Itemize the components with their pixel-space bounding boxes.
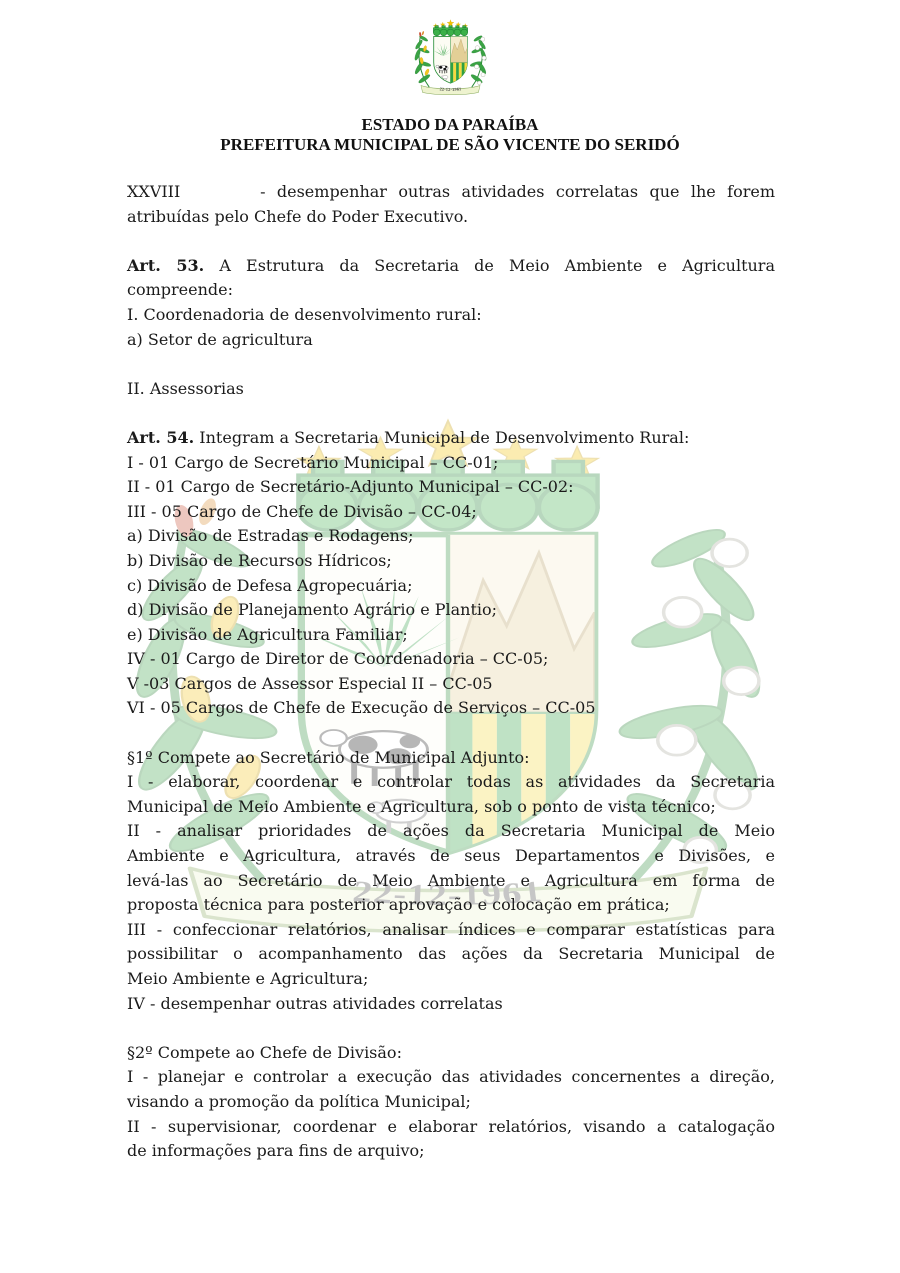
paragraph: [127, 328, 775, 353]
paragraph: [127, 549, 775, 574]
paragraph: [127, 574, 775, 599]
paragraph: [127, 918, 775, 992]
text-line: Art. 53. A Estrutura da Secretaria de Meio Ambiente e Agricultura: [127, 255, 775, 275]
text-line: compreende:: [127, 280, 233, 300]
paragraph: [127, 377, 775, 402]
text-line: c) Divisão de Defesa Agropecuária;: [127, 575, 413, 595]
text-line: §2º Compete ao Chefe de Divisão:: [127, 1042, 402, 1062]
paragraph: [127, 1065, 775, 1114]
text-line: d) Divisão de Planejamento Agrário e Plantio;: [127, 600, 498, 620]
text-line: a) Setor de agricultura: [127, 329, 313, 349]
text-line: VI - 05 Cargos de Chefe de Execução de Serviços – CC-05: [127, 698, 596, 718]
header-state-title: ESTADO DA PARAÍBA: [361, 115, 539, 134]
text-line: III - 05 Cargo de Chefe de Divisão – CC-04;: [127, 501, 477, 521]
paragraph: [127, 623, 775, 648]
paragraph: [127, 1041, 775, 1066]
text-line: XXVIII - desempenhar outras atividades correlatas que lhe forem: [127, 182, 775, 201]
text-line: atribuídas pelo Chefe do Poder Executivo.: [127, 206, 469, 226]
text-line: §1º Compete ao Secretário de Municipal Adjunto:: [127, 747, 530, 767]
paragraph: [127, 426, 775, 451]
text-line: II - 01 Cargo de Secretário-Adjunto Municipal – CC-02:: [127, 477, 574, 497]
paragraph: [127, 524, 775, 549]
text-line: possibilitar o acompanhamento das ações da Secretaria Municipal de: [127, 944, 775, 964]
text-line: Ambiente e Agricultura, através de seus Departamentos e Divisões, e: [127, 846, 775, 866]
text-line: b) Divisão de Recursos Hídricos;: [127, 550, 392, 570]
paragraph: [127, 819, 775, 917]
text-line: Art. 54. Integram a Secretaria Municipal de Desenvolvimento Rural:: [127, 427, 690, 447]
article-number: Art. 54.: [127, 427, 195, 447]
paragraph: [127, 500, 775, 525]
document-body: [127, 180, 775, 1164]
text-line: de informações para fins de arquivo;: [127, 1141, 425, 1161]
text-line: IV - desempenhar outras atividades correlatas: [127, 993, 503, 1013]
text-line: visando a promoção da política Municipal;: [127, 1091, 471, 1111]
text-line: e) Divisão de Agricultura Familiar;: [127, 624, 408, 644]
text-line: I - planejar e controlar a execução das atividades concernentes a direção,: [127, 1067, 775, 1087]
letterhead: [0, 17, 900, 155]
paragraph: [127, 598, 775, 623]
paragraph: [127, 746, 775, 771]
text-line: II - analisar prioridades de ações da Secretaria Municipal de Meio: [127, 821, 775, 841]
paragraph: [127, 475, 775, 500]
article-number: Art. 53.: [127, 255, 205, 275]
paragraph: [127, 254, 775, 303]
paragraph: [127, 992, 775, 1017]
paragraph: [127, 303, 775, 328]
text-line: proposta técnica para posterior aprovação e colocação em prática;: [127, 895, 670, 915]
text-line: I. Coordenadoria de desenvolvimento rural:: [127, 304, 482, 324]
paragraph: [127, 696, 775, 721]
text-line: Municipal de Meio Ambiente e Agricultura, sob o ponto de vista técnico;: [127, 796, 716, 816]
paragraph: [127, 451, 775, 476]
paragraph: [127, 647, 775, 672]
text-line: levá-las ao Secretário de Meio Ambiente e Agricultura em forma de: [127, 870, 775, 890]
text-line: III - confeccionar relatórios, analisar índices e comparar estatísticas para: [127, 919, 775, 939]
text-line: II - supervisionar, coordenar e elaborar relatórios, visando a catalogação: [127, 1116, 775, 1136]
text-line: Meio Ambiente e Agricultura;: [127, 969, 369, 988]
text-line: II. Assessorias: [127, 378, 244, 398]
text-line: I - elaborar, coordenar e controlar todas as atividades da Secretaria: [127, 772, 775, 792]
paragraph: [127, 180, 775, 229]
text-line: I - 01 Cargo de Secretário Municipal – CC-01;: [127, 452, 499, 472]
paragraph: [127, 672, 775, 697]
header-municipality-title: PREFEITURA MUNICIPAL DE SÃO VICENTE DO SERIDÓ: [220, 135, 680, 154]
paragraph: [127, 1115, 775, 1164]
paragraph: [127, 770, 775, 819]
coat-of-arms-logo: [400, 17, 501, 111]
text-line: V -03 Cargos de Assessor Especial II – CC-05: [127, 673, 493, 693]
text-line: a) Divisão de Estradas e Rodagens;: [127, 526, 414, 546]
text-line: IV - 01 Cargo de Diretor de Coordenadoria – CC-05;: [127, 649, 549, 669]
